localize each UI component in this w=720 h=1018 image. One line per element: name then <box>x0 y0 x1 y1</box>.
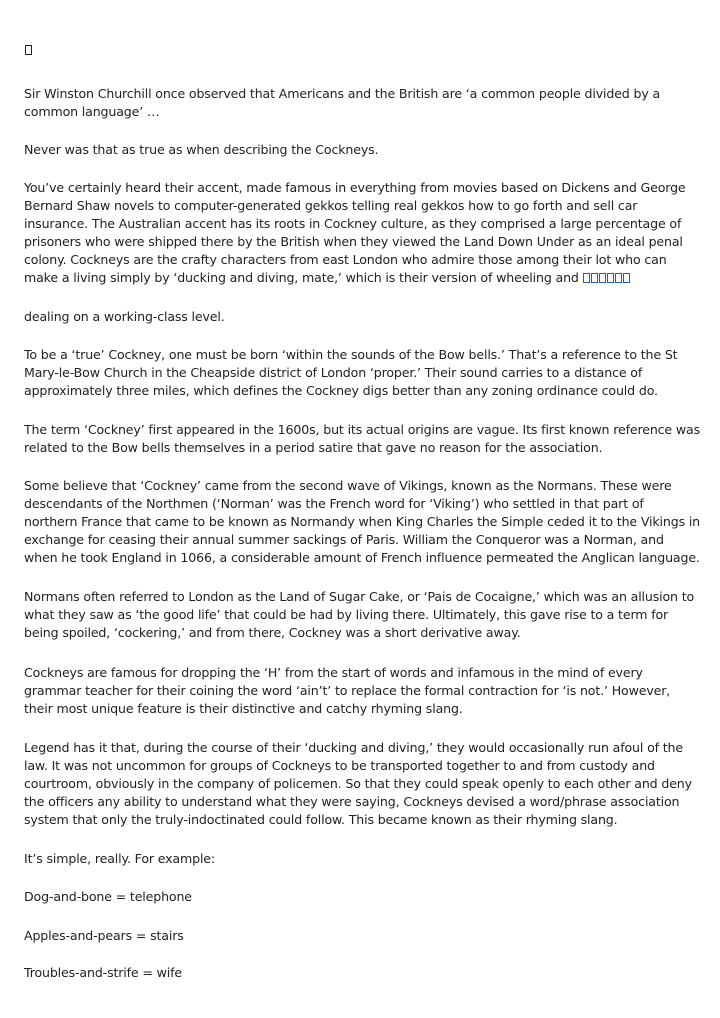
paragraph-normans: Some believe that ‘Cockney’ came from the second wave of Vikings, known as the Normans. These were descendants of the Northmen (‘Norman’ was the French word for ‘Viking’) who settled in that part of northern France that came to be known as Normandy when King Charles the Simple ceded it to the Vikings in exchange for ceasing their annual summer sackings of Paris. William the Conqueror was a Norman, and when he took England in 1066, a considerable amount of French influence permeated the Anglican language. <box>24 478 701 565</box>
paragraph-term-origin: The term ‘Cockney’ first appeared in the 1600s, but its actual origins are vague. Its first known reference was related to the Bow bells themselves in a period satire that gave no reason for the association. <box>24 422 701 455</box>
paragraph-slang-stairs: Apples-and-pears = stairs <box>24 928 184 943</box>
paragraph-accent-text: You’ve certainly heard their accent, made famous in everything from movies based on Dickens and George Bernard Shaw novels to computer-generated gekkos telling real gekkos how to go forth and sell car insurance. The Australian accent has its roots in Cockney culture, as they comprised a large percentage of prisoners who were shipped there by the British when they viewed the Land Down Under as an ideal penal colony. Cockneys are the crafty characters from east London who admire those among their lot who can make a living simply by ‘ducking and diving, mate,’ which is their version of wheeling and <box>24 180 686 285</box>
paragraph-dropping-h: Cockneys are famous for dropping the ‘H’ from the start of words and infamous in the mind of every grammar teacher for their coining the word ‘ain’t’ to replace the formal contraction for ‘is not.’ However, their most unique feature is their distinctive and catchy rhyming slang. <box>24 665 671 716</box>
paragraph-slang-wife: Troubles-and-strife = wife <box>24 965 183 980</box>
paragraph-churchill-quote: Sir Winston Churchill once observed that Americans and the British are ‘a common people divided by a common language’ … <box>24 86 661 119</box>
paragraph-accent <box>24 179 700 288</box>
paragraph-example-intro: It’s simple, really. For example: <box>24 851 216 866</box>
paragraph-dealing: dealing on a working-class level. <box>24 309 225 324</box>
paragraph-bow-bells: To be a ‘true’ Cockney, one must be born ‘within the sounds of the Bow bells.’ That’s a reference to the St Mary-le-Bow Church in the Cheapside district of London ‘proper.’ Their sound carries to a distance of approximately three miles, which defines the Cockney digs better than any zoning ordinance could do. <box>24 347 678 398</box>
paragraph-legend: Legend has it that, during the course of their ‘ducking and diving,’ they would occasionally run afoul of the law. It was not uncommon for groups of Cockneys to be transported together to and from custody and courtroom, obviously in the company of policemen. So that they could speak openly to each other and deny the officers any ability to understand what they were saying, Cockneys devised a word/phrase association system that only the truly-indoctinated could follow. This became known as their rhyming slang. <box>24 740 692 827</box>
paragraph-slang-telephone: Dog-and-bone = telephone <box>24 889 192 904</box>
paragraph-sugar-cake: Normans often referred to London as the Land of Sugar Cake, or ‘Pais de Cocaigne,’ which was an allusion to what they saw as ‘the good life’ that could be had by living there. Ultimately, this gave rise to a term for being spoiled, ‘cockering,’ and from there, Cockney was a short derivative away. <box>24 589 695 640</box>
missing-glyph-link-icon <box>583 270 631 288</box>
missing-glyph-icon <box>25 45 32 55</box>
paragraph-cockneys-intro: Never was that as true as when describing the Cockneys. <box>24 142 379 157</box>
missing-glyph-link[interactable] <box>583 270 631 285</box>
